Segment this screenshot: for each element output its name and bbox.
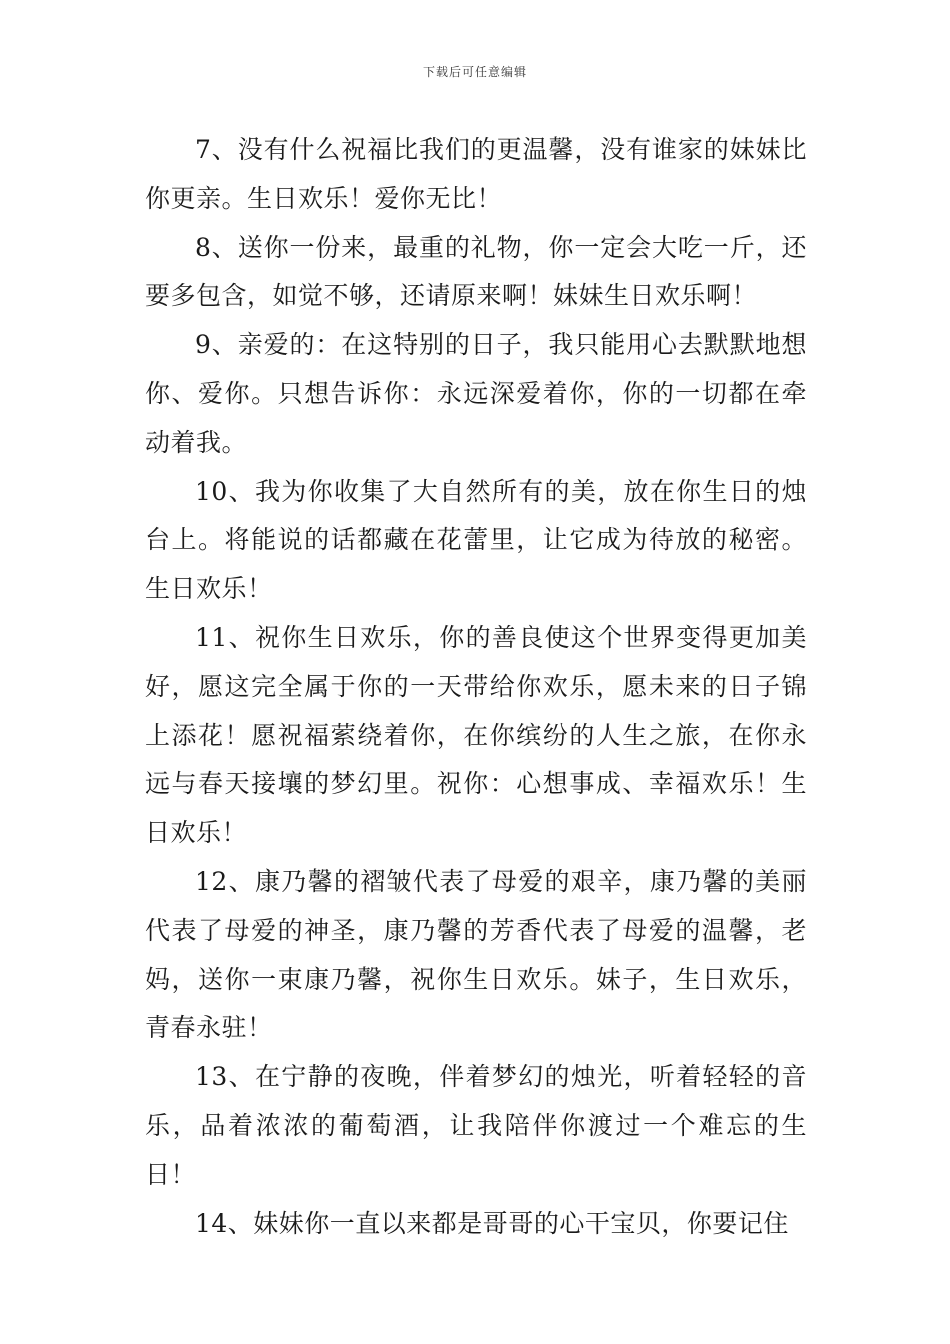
paragraph-13: 13、在宁静的夜晚，伴着梦幻的烛光，听着轻轻的音乐，品着浓浓的葡萄酒，让我陪伴你渡过一个难忘的生日！ bbox=[145, 1062, 807, 1189]
paragraph-11: 11、祝你生日欢乐，你的善良使这个世界变得更加美好，愿这完全属于你的一天带给你欢乐，愿未来的日子锦上添花！愿祝福萦绕着你，在你缤纷的人生之旅，在你永远与春天接壤的梦幻里。祝你：心想事成、幸福欢乐！生日欢乐！ bbox=[145, 622, 807, 848]
paragraph-9: 9、亲爱的：在这特别的日子，我只能用心去默默地想你、爱你。只想告诉你：永远深爱着你，你的一切都在牵动着我。 bbox=[145, 330, 807, 457]
paragraph-14: 14、妹妹你一直以来都是哥哥的心干宝贝，你要记住 bbox=[195, 1208, 789, 1238]
page-header: 下载后可任意编辑 bbox=[422, 65, 527, 79]
paragraph-10: 10、我为你收集了大自然所有的美，放在你生日的烛台上。将能说的话都藏在花蕾里，让它成为待放的秘密。生日欢乐！ bbox=[145, 476, 807, 604]
paragraph-8: 8、送你一份来，最重的礼物，你一定会大吃一斤，还要多包含，如觉不够，还请原来啊！妹妹生日欢乐啊！ bbox=[145, 232, 807, 311]
paragraph-7: 7、没有什么祝福比我们的更温馨，没有谁家的妹妹比你更亲。生日欢乐！爱你无比！ bbox=[145, 135, 807, 213]
paragraph-12: 12、康乃馨的褶皱代表了母爱的艰辛，康乃馨的美丽代表了母爱的神圣，康乃馨的芳香代表了母爱的温馨，老妈，送你一束康乃馨，祝你生日欢乐。妹子，生日欢乐，青春永驻！ bbox=[145, 866, 807, 1043]
document-body bbox=[145, 126, 807, 1248]
